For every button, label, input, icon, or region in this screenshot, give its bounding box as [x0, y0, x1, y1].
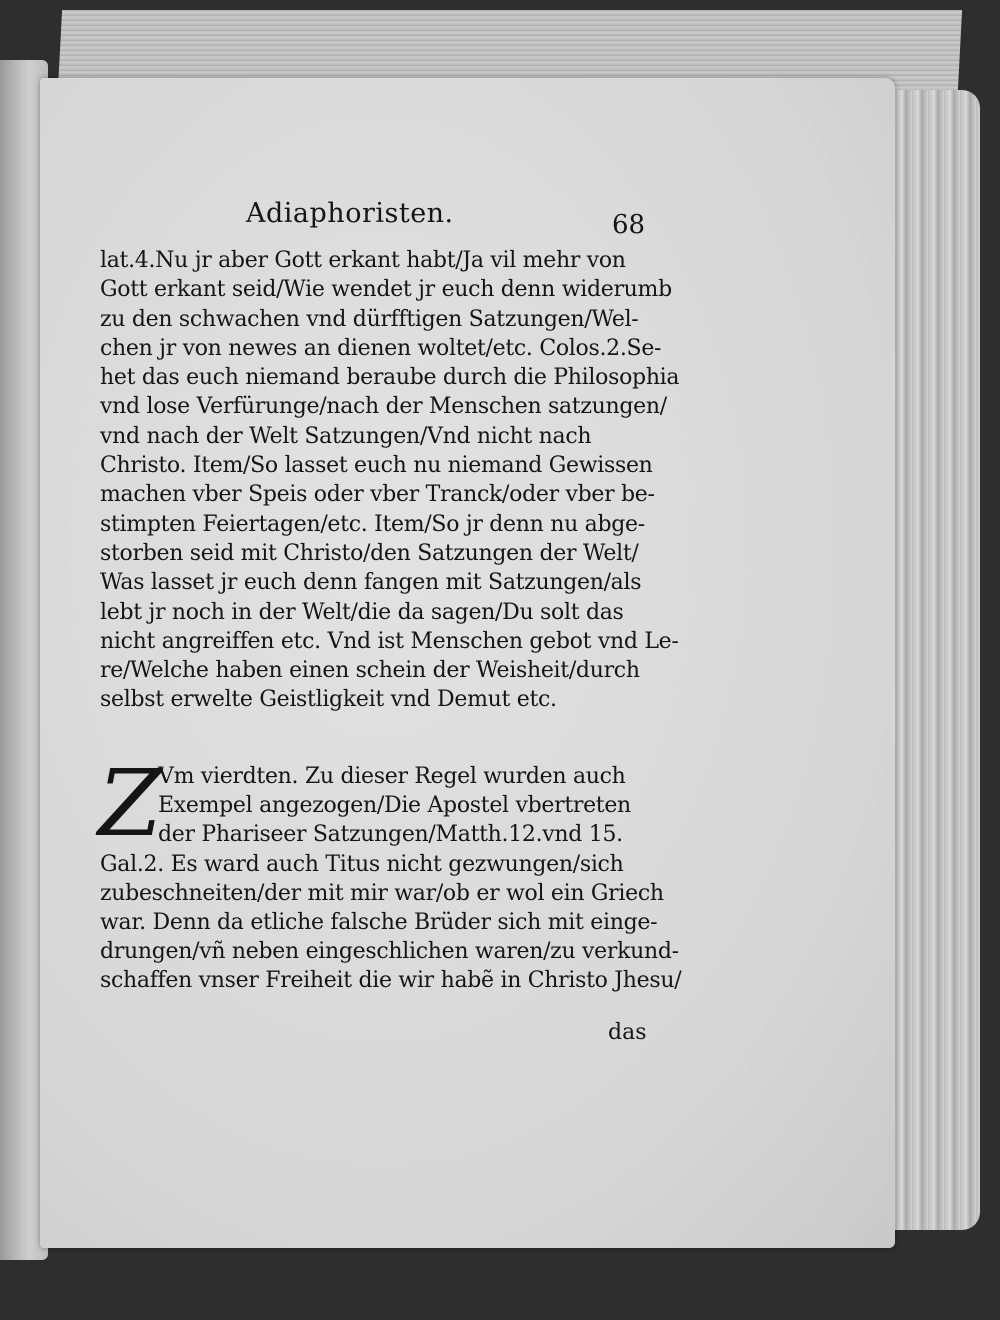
text-line: zubeschneiten/der mit mir war/ob er wol ein Griech [100, 880, 664, 906]
running-head: Adiaphoristen. [246, 198, 454, 229]
text-line: Christo. Item/So lasset euch nu niemand Gewissen [100, 453, 653, 479]
text-line: re/Welche haben einen schein der Weisheit/durch [100, 658, 640, 684]
text-line: vnd nach der Welt Satzungen/Vnd nicht nach [100, 423, 592, 449]
text-line: nicht angreiffen etc. Vnd ist Menschen gebot vnd Le- [100, 628, 679, 654]
text-line: drungen/vñ neben eingeschlichen waren/zu verkund- [100, 939, 679, 965]
page-number: 68 [612, 210, 646, 240]
paragraph-1 [100, 246, 680, 715]
text-line: chen jr von newes an dienen woltet/etc. Colos.2.Se- [100, 335, 662, 361]
catchword: das [608, 1020, 647, 1045]
text-line: lat.4.Nu jr aber Gott erkant habt/Ja vil mehr von [100, 248, 626, 273]
text-line: Vm vierdten. Zu dieser Regel wurden auch [158, 764, 626, 789]
decorated-initial: Z [98, 750, 162, 857]
text-line: Exempel angezogen/Die Apostel vbertreten [158, 793, 631, 819]
text-line: vnd lose Verfürunge/nach der Menschen satzungen/ [100, 394, 667, 420]
text-line: schaffen vnser Freiheit die wir habẽ in Christo Jhesu/ [100, 968, 682, 994]
page-stack-side [880, 90, 980, 1230]
text-line: Gott erkant seid/Wie wendet jr euch denn widerumb [100, 277, 672, 303]
text-line: het das euch niemand beraube durch die Philosophia [100, 365, 680, 391]
text-line: storben seid mit Christo/den Satzungen der Welt/ [100, 540, 639, 566]
text-line: war. Denn da etliche falsche Brüder sich mit einge- [100, 909, 658, 935]
paragraph-2 [100, 762, 682, 996]
text-line: stimpten Feiertagen/etc. Item/So jr denn nu abge- [100, 511, 645, 537]
text-line: der Phariseer Satzungen/Matth.12.vnd 15. [158, 822, 623, 848]
text-line: lebt jr noch in der Welt/die da sagen/Du solt das [100, 599, 624, 625]
text-line: zu den schwachen vnd dürfftigen Satzungen/Wel- [100, 306, 639, 332]
text-line: Gal.2. Es ward auch Titus nicht gezwungen/sich [100, 851, 624, 877]
text-line: machen vber Speis oder vber Tranck/oder vber be- [100, 482, 655, 508]
text-line: Was lasset jr euch denn fangen mit Satzungen/als [100, 570, 642, 596]
text-line: selbst erwelte Geistligkeit vnd Demut etc. [100, 687, 557, 713]
